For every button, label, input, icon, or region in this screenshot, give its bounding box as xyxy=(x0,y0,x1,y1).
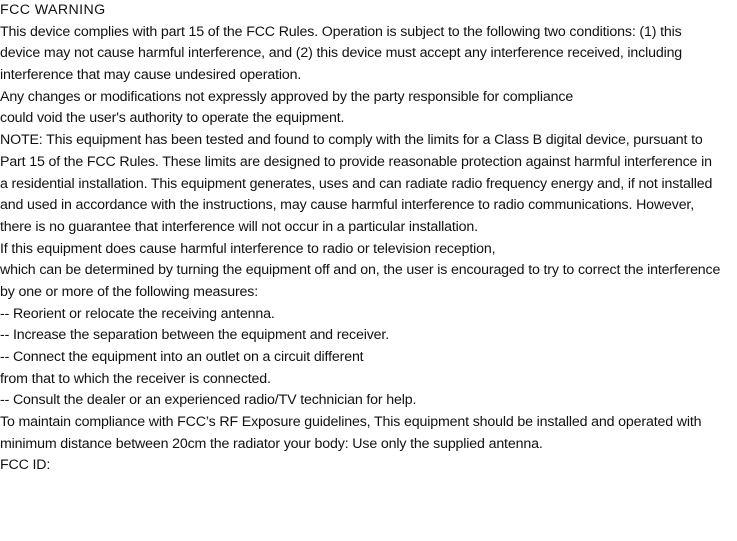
measure-item: -- Connect the equipment into an outlet on a circuit different xyxy=(0,349,364,365)
note-line-2: Part 15 of the FCC Rules. These limits are designed to provide reasonable protection against harmful interference in xyxy=(0,153,712,170)
fcc-id-label: FCC ID: xyxy=(0,457,51,474)
rf-exposure-line-1: To maintain compliance with FCC’s RF Exposure guidelines, This equipment should be installed and operated with xyxy=(0,414,702,431)
modification-warning-line-1: Any changes or modifications not expressly approved by the party responsible for compliance xyxy=(0,88,574,105)
note-line-5: there is no guarantee that interference will not occur in a particular installation. xyxy=(0,218,478,235)
note-line-1: NOTE: This equipment has been tested and found to comply with the limits for a Class B digital device, pursuant to xyxy=(0,132,703,149)
compliance-statement-line-1: This device complies with part 15 of the FCC Rules. Operation is subject to the following two conditions: (1) this xyxy=(0,23,682,40)
measure-item: -- Consult the dealer or an experienced radio/TV technician for help. xyxy=(0,392,417,409)
measure-item: -- Increase the separation between the equipment and receiver. xyxy=(0,327,389,344)
measure-item-continuation: from that to which the receiver is connected. xyxy=(0,370,271,387)
warning-title: FCC WARNING xyxy=(0,2,106,18)
note-line-4: and used in accordance with the instructions, may cause harmful interference to radio communications. However, xyxy=(0,197,695,214)
compliance-statement-line-2: device may not cause harmful interference, and (2) this device must accept any interference received, including xyxy=(0,45,683,62)
measure-item: -- Reorient or relocate the receiving antenna. xyxy=(0,305,275,322)
note-line-3: a residential installation. This equipment generates, uses and can radiate radio frequency energy and, if not installed xyxy=(0,175,713,192)
modification-warning-line-2: could void the user's authority to operate the equipment. xyxy=(0,110,345,127)
interference-line-1: If this equipment does cause harmful interference to radio or television reception, xyxy=(0,240,496,257)
interference-line-2: which can be determined by turning the equipment off and on, the user is encouraged to try to correct the interference xyxy=(0,262,721,279)
interference-line-3: by one or more of the following measures: xyxy=(0,283,259,300)
compliance-statement-line-3: interference that may cause undesired operation. xyxy=(0,67,302,84)
rf-exposure-line-2: minimum distance between 20cm the radiator your body: Use only the supplied antenna. xyxy=(0,435,543,452)
